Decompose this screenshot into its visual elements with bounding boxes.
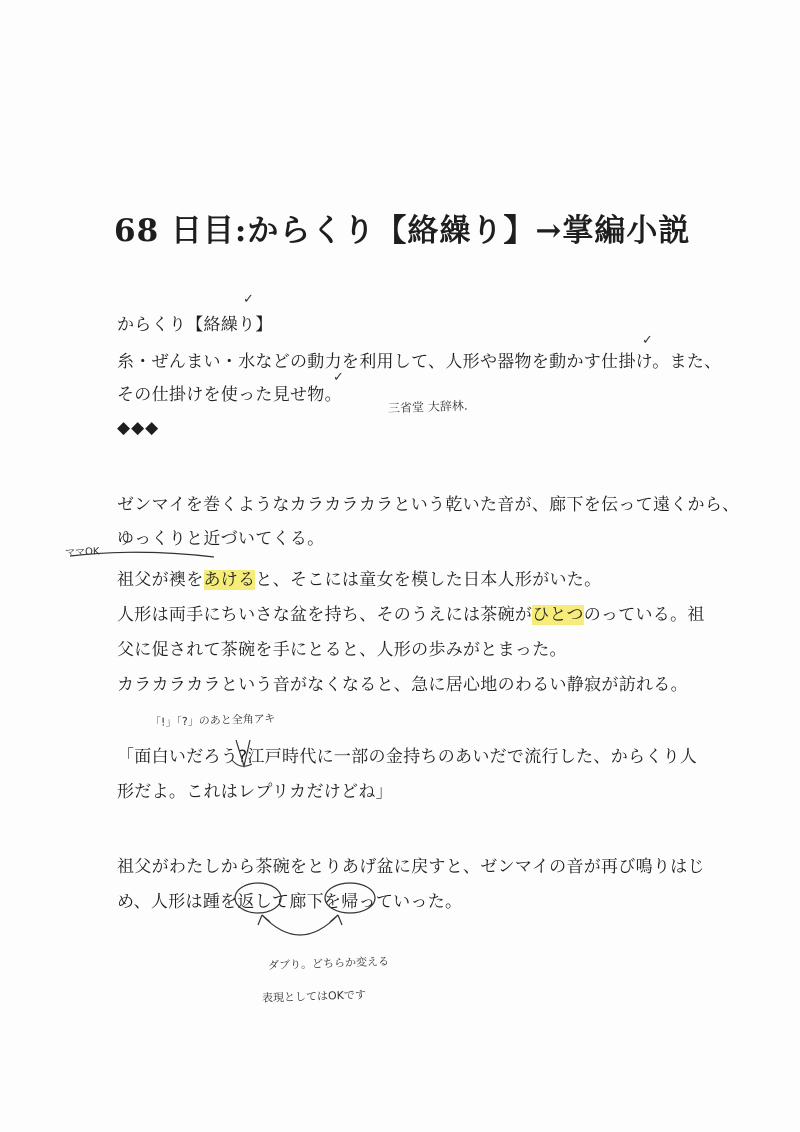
check-mark-icon: ✓ — [243, 292, 254, 307]
annotation-hiraki: ママOK — [64, 546, 100, 559]
story-line: め、人形は踵を返して廊下を帰っていった。 — [117, 892, 463, 912]
arrow-head-right — [330, 915, 342, 925]
story-line: ゆっくりと近づいてくる。 — [117, 529, 325, 549]
annotation-source: 三省堂 大辞林. — [387, 398, 468, 416]
annotation-spacing: 「!」「?」のあと全角アキ — [149, 711, 276, 730]
arrow-head-left — [258, 915, 270, 925]
story-text: のっている。祖 — [583, 605, 705, 625]
page-title: 68 日目:からくり【絡繰り】→掌編小説 — [114, 213, 691, 249]
section-separator: ◆◆◆ — [117, 418, 160, 438]
story-line — [117, 565, 601, 590]
definition-line-2: その仕掛けを使った見せ物。 — [117, 385, 342, 405]
check-mark-icon: ✓ — [333, 370, 344, 385]
definition-term: からくり【絡繰り】 — [117, 315, 273, 335]
story-text: 人形は両手にちいさな盆を持ち、そのうえには茶碗が — [117, 605, 533, 625]
story-line — [117, 600, 705, 625]
quote-line: 「面白いだろう?江戸時代に一部の金持ちのあいだで流行した、からくり人 — [117, 747, 698, 767]
story-text: と、そこには童女を模した日本人形がいた。 — [255, 570, 602, 590]
annotation-duplicate-ok: 表現としてはOKです — [261, 988, 367, 1005]
definition-line-1: 糸・ぜんまい・水などの動力を利用して、人形や器物を動かす仕掛け。また、 — [117, 352, 722, 372]
story-line: 父に促されて茶碗を手にとると、人形の歩みがとまった。 — [117, 640, 567, 660]
annotation-duplicate: ダブり。どちらか変える — [267, 954, 390, 973]
highlighted-text: ひとつ — [532, 605, 584, 625]
story-line: ゼンマイを巻くようなカラカラカラという乾いた音が、廊下を伝って遠くから、 — [117, 495, 740, 515]
story-line: 祖父がわたしから茶碗をとりあげ盆に戻すと、ゼンマイの音が再び鳴りはじ — [117, 857, 705, 877]
connect-arrow-mark — [262, 915, 338, 935]
story-line: カラカラカラという音がなくなると、急に居心地のわるい静寂が訪れる。 — [117, 675, 688, 695]
highlighted-text: あける — [203, 570, 256, 590]
story-text: 祖父が襖を — [117, 570, 204, 590]
check-mark-icon: ✓ — [642, 333, 653, 348]
quote-line: 形だよ。これはレプリカだけどね」 — [117, 782, 393, 802]
